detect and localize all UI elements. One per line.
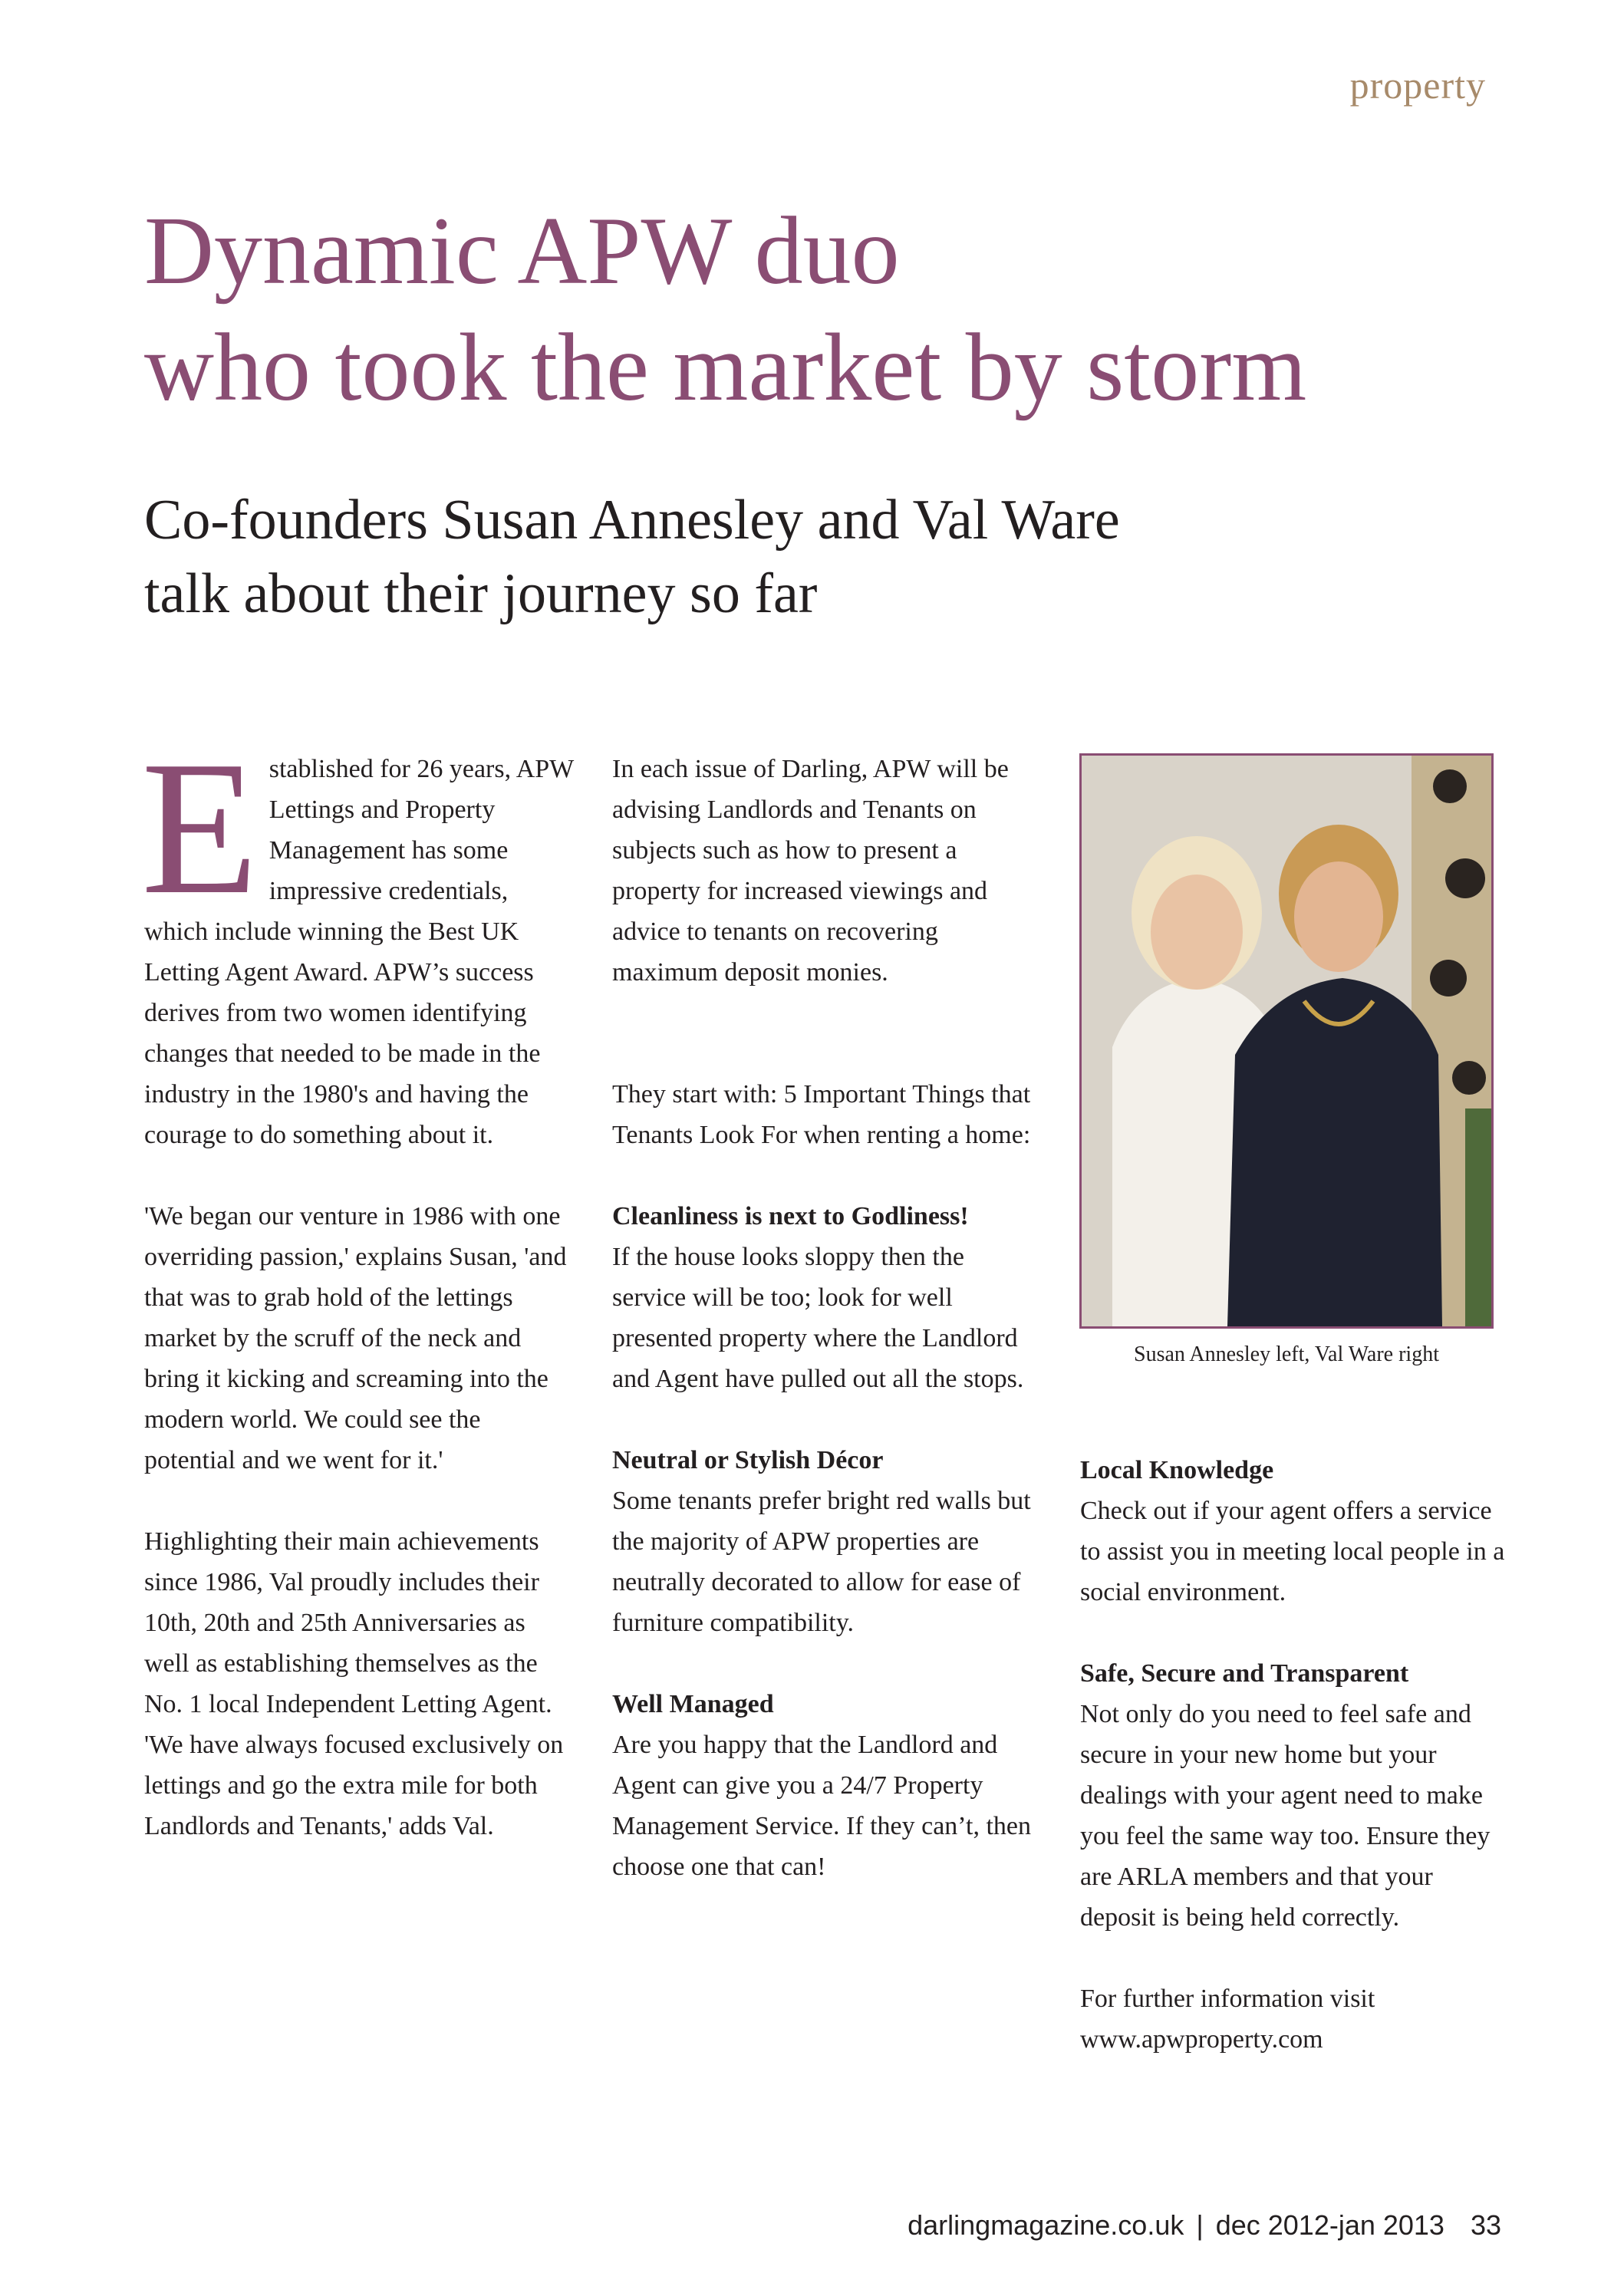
section-label: property bbox=[1349, 64, 1486, 107]
article-title bbox=[144, 193, 1525, 427]
tip-heading-local-knowledge: Local Knowledge bbox=[1080, 1456, 1274, 1484]
page-number: 33 bbox=[1470, 2209, 1501, 2241]
advice-intro-paragraph: In each issue of Darling, APW will be advising Landlords and Tenants on subjects such as how to present a property for increased viewings and advice to tenants on recovering maximum deposit monies. bbox=[612, 755, 1009, 987]
achievements-paragraph: Highlighting their main achievements since 1986, Val proudly includes their 10th, 20th and 25th Anniversaries as well as establishing themselves as the No. 1 local Independent Letting Agent. 'We have always focused exclusively on lettings and go the extra mile for both Landlords and Tenants,' adds Val. bbox=[144, 1527, 564, 1840]
photo-caption: Susan Annesley left, Val Ware right bbox=[1134, 1342, 1439, 1366]
website-link[interactable]: www.apwproperty.com bbox=[1080, 2025, 1323, 2054]
footer-site: darlingmagazine.co.uk bbox=[908, 2209, 1184, 2241]
article-column-1 bbox=[141, 722, 574, 1846]
closing-line-1: For further information visit bbox=[1080, 1985, 1375, 2013]
photo-illustration bbox=[1082, 756, 1491, 1326]
drop-cap: E bbox=[141, 722, 259, 934]
list-intro-paragraph: They start with: 5 Important Things that Tenants Look For when renting a home: bbox=[612, 1080, 1031, 1149]
intro-paragraph-wrap bbox=[141, 722, 574, 1155]
photo-founders bbox=[1079, 753, 1494, 1329]
tip-heading-safe-secure: Safe, Secure and Transparent bbox=[1080, 1659, 1409, 1688]
article-subtitle-line-2: talk about their journey so far bbox=[144, 562, 818, 625]
tip-heading-decor: Neutral or Stylish Décor bbox=[612, 1446, 884, 1474]
tip-heading-well-managed: Well Managed bbox=[612, 1690, 774, 1718]
page-footer bbox=[908, 2209, 1501, 2242]
tip-body-decor: Some tenants prefer bright red walls but the majority of APW properties are neutrally decorated to allow for ease of furniture compatibility. bbox=[612, 1487, 1031, 1637]
tip-body-safe-secure: Not only do you need to feel safe and secure in your new home but your dealings with your agent need to make you feel the same way too. Ensure they are ARLA members and that your deposit is being held correctly. bbox=[1080, 1700, 1491, 1932]
intro-paragraph: stablished for 26 years, APW Lettings and Property Management has some impressive credentials, which include winning the Best UK Letting Agent Award. APW’s success derives from two women identifying changes that needed to be made in the industry in the 1980's and having the courage to do something about it. bbox=[144, 755, 574, 1149]
article-title-line-2: who took the market by storm bbox=[144, 315, 1307, 421]
tip-body-cleanliness: If the house looks sloppy then the service will be too; look for well presented property where the Landlord and Agent have pulled out all the stops. bbox=[612, 1243, 1024, 1393]
tip-body-well-managed: Are you happy that the Landlord and Agent can give you a 24/7 Property Management Service. If they can’t, then choose one that can! bbox=[612, 1731, 1031, 1881]
quote-paragraph: 'We began our venture in 1986 with one overriding passion,' explains Susan, 'and that was to grab hold of the lettings market by the scruff of the neck and bring it kicking and screaming into the modern world. We could see the potential and we went for it.' bbox=[144, 1202, 567, 1474]
article-subtitle-line-1: Co-founders Susan Annesley and Val Ware bbox=[144, 489, 1120, 552]
tip-heading-cleanliness: Cleanliness is next to Godliness! bbox=[612, 1202, 969, 1230]
footer-separator: | bbox=[1196, 2209, 1204, 2241]
article-title-line-1: Dynamic APW duo bbox=[144, 198, 900, 305]
article-subtitle bbox=[144, 483, 1525, 631]
article-column-2 bbox=[612, 749, 1042, 1887]
footer-issue: dec 2012-jan 2013 bbox=[1215, 2209, 1444, 2241]
article-column-3 bbox=[1080, 1450, 1510, 2060]
tip-body-local-knowledge: Check out if your agent offers a service to assist you in meeting local people in a social environment. bbox=[1080, 1497, 1505, 1606]
